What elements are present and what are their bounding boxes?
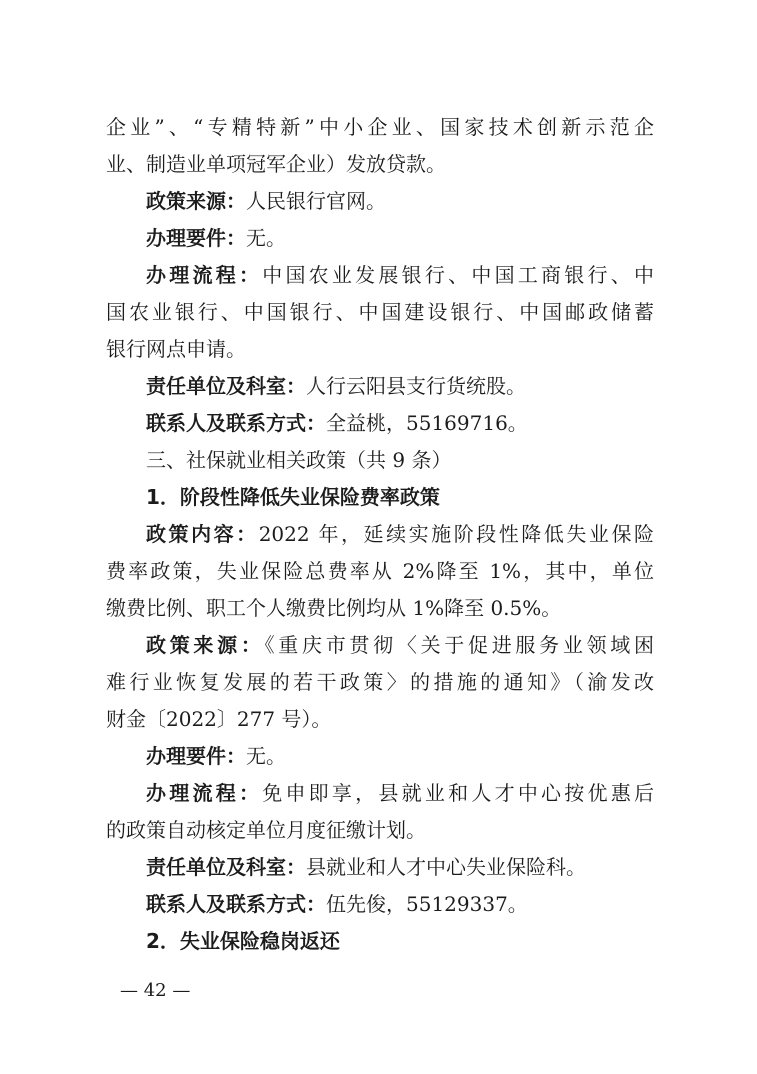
field-label: 责任单位及科室： [146,855,306,879]
field-value: 伍先俊，55129337。 [326,892,528,916]
field-value: 中国农业发展银行、中国工商银行、中 [262,263,654,287]
field-label: 办理要件： [146,744,246,768]
paragraph-line: 国农业银行、中国银行、中国建设银行、中国邮政储蓄 [106,300,654,324]
field-label: 办理要件： [146,226,246,250]
requirements-line [146,222,654,254]
item-heading: 2．失业保险稳岗返还 [146,929,340,953]
field-value: 无。 [246,744,286,768]
paragraph-line: 费率政策，失业保险总费率从 2%降至 1%，其中，单位 [106,559,654,583]
policy-source-line [146,185,654,217]
field-label: 联系人及联系方式： [146,411,326,435]
paragraph-line: 的政策自动核定单位月度征缴计划。 [106,818,426,842]
responsible-unit-line [146,851,654,883]
field-label: 政策来源： [146,633,265,657]
paragraph-line: 财金〔2022〕277 号）。 [106,707,332,731]
paragraph-line: 业、制造业单项冠军企业）发放贷款。 [106,152,446,176]
contact-line [146,407,654,439]
process-line [146,777,654,809]
field-label: 政策内容： [146,522,259,546]
paragraph-line: 难行业恢复发展的若干政策〉的措施的通知》（渝发改 [106,670,654,694]
field-label: 联系人及联系方式： [146,892,326,916]
field-value: 人行云阳县支行货统股。 [306,374,526,398]
section-heading: 三、社保就业相关政策（共 9 条） [146,448,452,472]
item-heading: 1．阶段性降低失业保险费率政策 [146,485,440,509]
process-line [146,259,654,291]
policy-content-line [146,518,654,550]
paragraph-line: 银行网点申请。 [106,337,246,361]
field-label: 责任单位及科室： [146,374,306,398]
paragraph-line: 企业”、“专精特新”中小企业、国家技术创新示范企 [106,115,654,139]
responsible-unit-line [146,370,654,402]
field-value: 全益桃，55169716。 [326,411,528,435]
policy-source-line [146,629,654,661]
requirements-line [146,740,654,772]
field-label: 办理流程： [146,781,263,805]
contact-line [146,888,654,920]
field-value: 县就业和人才中心失业保险科。 [306,855,586,879]
field-value: 《重庆市贯彻〈关于促进服务业领域困 [264,633,654,657]
field-value: 人民银行官网。 [246,189,386,213]
field-label: 办理流程： [146,263,263,287]
field-value: 无。 [246,226,286,250]
page-number: — 42 — [120,980,191,1001]
paragraph-line: 缴费比例、职工个人缴费比例均从 1%降至 0.5%。 [106,596,562,620]
field-label: 政策来源： [146,189,246,213]
field-value: 免申即享，县就业和人才中心按优惠后 [262,781,654,805]
field-value: 2022 年，延续实施阶段性降低失业保险 [258,522,654,546]
